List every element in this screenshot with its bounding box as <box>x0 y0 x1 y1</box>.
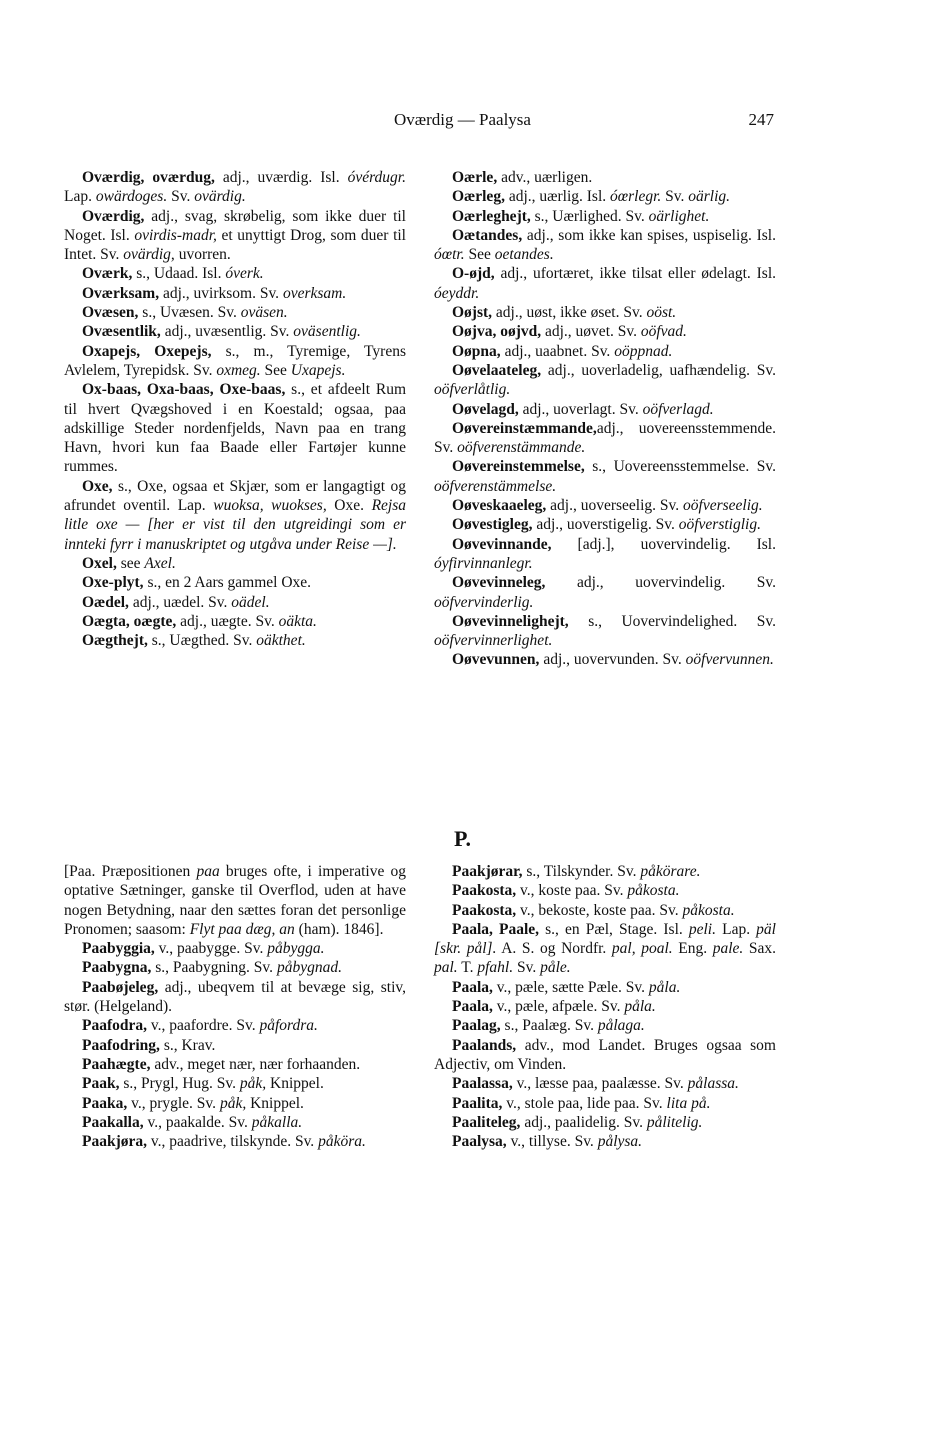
dictionary-entry <box>64 1074 406 1093</box>
headword: Oætandes, <box>452 226 523 244</box>
headword: Paalassa, <box>452 1075 513 1093</box>
dictionary-entry <box>64 631 406 650</box>
definition-text: Sv. <box>661 188 689 206</box>
definition-text: [adj.], uovervindelig. Isl. <box>551 535 776 553</box>
definition-text: See <box>464 246 495 264</box>
italic-term: pålassa. <box>687 1075 739 1093</box>
headword: Oærleg, <box>452 188 505 206</box>
italic-term: påla. <box>624 998 656 1016</box>
headword: Oøvevinnelighejt, <box>452 612 569 630</box>
italic-term: óœtr. <box>434 246 465 264</box>
dictionary-entry <box>434 342 776 361</box>
definition-text: s., Paabygning. Sv. <box>151 959 277 977</box>
italic-term: wuoksa, wuokses, <box>213 497 327 515</box>
definition-text: v., læsse paa, paalæsse. Sv. <box>512 1075 688 1093</box>
dictionary-entry <box>434 535 776 574</box>
dictionary-entry <box>64 322 406 341</box>
headword: Oøvelagd, <box>452 400 519 418</box>
definition-text: v., paakalde. Sv. <box>143 1113 252 1131</box>
definition-text: et unyttigt Drog, som duer til Intet. Sv. <box>64 226 406 264</box>
definition-text: Oxe. <box>326 497 372 515</box>
definition-text: T. <box>457 959 478 977</box>
italic-term: oöfverstiglig. <box>678 516 761 534</box>
italic-term: oöst. <box>646 304 677 322</box>
definition-text: v., koste paa. Sv. <box>516 882 628 900</box>
definition-text: adj., ufortæret, ikke tilsat eller ødelagt. Isl. <box>494 265 776 283</box>
italic-term: oädel. <box>231 593 270 611</box>
dictionary-entry <box>434 881 776 900</box>
italic-term: oäkta. <box>278 612 317 630</box>
definition-text: See <box>260 361 291 379</box>
headword: Paabøjeleg, <box>82 978 159 996</box>
definition-text: v., paafordre. Sv. <box>147 1017 260 1035</box>
headword: Oxe-plyt, <box>82 574 144 592</box>
headword: Ovæsen, <box>82 304 139 322</box>
definition-text: adj., uædel. Sv. <box>128 593 232 611</box>
headword: Ox-baas, Oxa-baas, Oxe-baas, <box>82 381 286 399</box>
definition-text: v., paadrive, tilskynde. Sv. <box>147 1133 319 1151</box>
italic-term: påkosta. <box>627 882 680 900</box>
headword: Paalysa, <box>452 1133 507 1151</box>
dictionary-entry <box>434 515 776 534</box>
headword: Paalands, <box>452 1036 517 1054</box>
dictionary-entry <box>434 457 776 496</box>
headword: Paalag, <box>452 1017 501 1035</box>
italic-term: pålysa. <box>597 1133 643 1151</box>
italic-term: oetandes. <box>494 246 554 264</box>
headword: Oøvevunnen, <box>452 651 540 669</box>
headword: Paabygna, <box>82 959 152 977</box>
italic-term: oöfverlagd. <box>642 400 714 418</box>
headword: Oværksam, <box>82 284 160 302</box>
dictionary-entry <box>434 862 776 881</box>
headword: Paakosta, <box>452 901 517 919</box>
dictionary-entry <box>434 997 776 1016</box>
headword: Paalita, <box>452 1094 503 1112</box>
dictionary-entry <box>434 496 776 515</box>
definition-text: adv., uærligen. <box>497 169 593 186</box>
italic-term: owärdoges. <box>95 188 168 206</box>
italic-term: oäkthet. <box>256 632 306 650</box>
italic-term: overksam. <box>282 284 347 302</box>
definition-text: s., Oxe, ogsaa et Skjær, som er langagtigt og afrundet oventil. Lap. <box>64 477 406 515</box>
dictionary-entry <box>434 419 776 458</box>
definition-text: adj., paalidelig. Sv. <box>520 1113 647 1131</box>
definition-text: s., Uægthed. Sv. <box>147 632 257 650</box>
italic-term: oöfverseelig. <box>683 497 763 515</box>
headword: Paabyggia, <box>82 940 155 958</box>
definition-text: s., Paalæg. Sv. <box>500 1017 598 1035</box>
dictionary-entry <box>434 612 776 651</box>
definition-text: adj., uoverladelig, uafhændelig. Sv. <box>541 361 776 379</box>
italic-term: Uxapejs. <box>290 361 346 379</box>
headword: Paakjørar, <box>452 863 523 880</box>
headword: Oøvelaateleg, <box>452 361 542 379</box>
headword: Oøvereinstæmmande, <box>452 419 597 437</box>
headword: Oærleghejt, <box>452 207 531 225</box>
page-header <box>0 110 925 134</box>
italic-term: päl [skr. pål]. <box>434 920 776 958</box>
dictionary-entry <box>64 593 406 612</box>
italic-term: óœrlegr. <box>610 188 662 206</box>
column-left-top <box>64 168 406 650</box>
italic-term: påkörare. <box>640 863 701 880</box>
italic-term: oöfvervinnerlighet. <box>434 632 553 650</box>
dictionary-entry <box>64 303 406 322</box>
definition-text: v., pæle, afpæle. Sv. <box>492 998 625 1016</box>
column-left-bottom <box>64 862 406 1151</box>
headword: Oværk, <box>82 265 133 283</box>
italic-term: óvérdugr. <box>347 169 406 186</box>
italic-term: oöfvervunnen. <box>685 651 774 669</box>
dictionary-entry <box>64 958 406 977</box>
italic-term: pålaga. <box>597 1017 645 1035</box>
italic-term: pal, poal. <box>611 940 673 958</box>
headword: Oøpna, <box>452 342 501 360</box>
dictionary-entry <box>64 1036 406 1055</box>
definition-text: adj., uovervindelig. Sv. <box>545 574 776 592</box>
headword: Paak, <box>82 1075 120 1093</box>
definition-text: Eng. <box>672 940 713 958</box>
headword: Oxel, <box>82 554 117 572</box>
headword: Paala, <box>452 998 493 1016</box>
dictionary-entry <box>64 1132 406 1151</box>
column-right-bottom <box>434 862 776 1151</box>
definition-text: adv., meget nær, nær forhaanden. <box>150 1055 361 1073</box>
definition-text: Sax. <box>743 940 776 958</box>
dictionary-entry <box>64 612 406 631</box>
italic-term: påkosta. <box>682 901 735 919</box>
italic-term: påla. <box>648 978 681 996</box>
section-letter: P. <box>454 826 471 851</box>
italic-term: oöfverlåtlig. <box>434 381 511 399</box>
definition-text: adj., uærlig. Isl. <box>504 188 611 206</box>
definition-text: s., Udaad. Isl. <box>132 265 226 283</box>
dictionary-entry <box>64 284 406 303</box>
headword: Oøjst, <box>452 304 493 322</box>
headword: Ovæsentlik, <box>82 323 161 341</box>
headword: Oædel, <box>82 593 129 611</box>
italic-term: påbygnad. <box>276 959 342 977</box>
dictionary-entry <box>64 862 406 939</box>
definition-text: s., Krav. <box>159 1036 216 1054</box>
page-number: 247 <box>748 110 774 129</box>
italic-term: óyfirvinnanlegr. <box>434 554 533 572</box>
definition-text: A. S. og Nordfr. <box>496 940 612 958</box>
dictionary-entry <box>434 168 776 187</box>
headword: Oværdig, oværdug, <box>82 169 215 186</box>
italic-term: oärlighet. <box>648 207 710 225</box>
dictionary-entry <box>64 1016 406 1035</box>
headword: Oærle, <box>452 169 498 186</box>
italic-term: påkalla. <box>251 1113 303 1131</box>
dictionary-entry <box>64 477 406 554</box>
definition-text: s., Tilskynder. Sv. <box>522 863 641 880</box>
italic-term: Flyt paa dæg, an <box>189 920 295 938</box>
dictionary-entry <box>434 978 776 997</box>
italic-term: ovärdig. <box>194 188 246 206</box>
headword: Paakjøra, <box>82 1133 148 1151</box>
dictionary-entry <box>434 901 776 920</box>
headword: Paaka, <box>82 1094 128 1112</box>
italic-term: Rejsa litle oxe — [her er vist til den utgreidingi som er innteki fyrr i manuskriptet og utgåva under Reise —]. <box>64 497 406 553</box>
dictionary-entry <box>64 939 406 958</box>
definition-text: adj., uvæsentlig. Sv. <box>160 323 294 341</box>
headword: Oxapejs, Oxepejs, <box>82 342 212 360</box>
headword: Oværdig, <box>82 207 145 225</box>
headword: Oægta, oægte, <box>82 612 177 630</box>
definition-text: v., prygle. Sv. <box>127 1094 220 1112</box>
headword: Paaliteleg, <box>452 1113 521 1131</box>
italic-term: pal. <box>434 959 458 977</box>
definition-text: bruges ofte, i imperative og optative Sætninger, ganske til Overflod, uden at have nogen Betydning, naar den sættes foran det personlige Pronomen; saasom: <box>64 863 406 938</box>
dictionary-entry <box>434 400 776 419</box>
definition-text: adj., uværdig. Isl. <box>214 169 348 186</box>
headword: Oøvevinnande, <box>452 535 552 553</box>
headword: Paala, <box>452 978 493 996</box>
italic-term: oärlig. <box>688 188 731 206</box>
dictionary-entry <box>64 1113 406 1132</box>
dictionary-entry <box>64 168 406 207</box>
dictionary-entry <box>434 187 776 206</box>
dictionary-entry <box>434 322 776 341</box>
dictionary-entry <box>434 920 776 978</box>
definition-text: s., Uovereensstemmelse. Sv. <box>584 458 776 476</box>
definition-text: Sv. <box>167 188 195 206</box>
definition-text: see <box>116 554 145 572</box>
definition-text: s., m., Tyremige, Tyrens Avlelem, Tyrepidsk. Sv. <box>64 342 406 379</box>
dictionary-entry <box>64 207 406 265</box>
definition-text: adj., uægte. Sv. <box>176 612 279 630</box>
definition-text: adj., uaabnet. Sv. <box>500 342 615 360</box>
dictionary-entry <box>434 264 776 303</box>
definition-text: adj., uovervunden. Sv. <box>539 651 686 669</box>
italic-term: påfordra. <box>259 1017 318 1035</box>
dictionary-entry <box>64 978 406 1017</box>
dictionary-entry <box>434 1016 776 1035</box>
dictionary-entry <box>434 1113 776 1132</box>
dictionary-entry <box>434 1036 776 1075</box>
dictionary-entry <box>64 1094 406 1113</box>
headword: Paafodring, <box>82 1036 160 1054</box>
definition-text: s., Uvæsen. Sv. <box>138 304 241 322</box>
italic-term: oöfvad. <box>640 323 687 341</box>
italic-term: påköra. <box>318 1133 366 1151</box>
italic-term: pålitelig. <box>646 1113 703 1131</box>
headword: Paakosta, <box>452 882 517 900</box>
dictionary-entry <box>434 1094 776 1113</box>
italic-term: Axel. <box>144 554 176 572</box>
italic-term: oväsentlig. <box>293 323 361 341</box>
dictionary-entry <box>64 380 406 476</box>
definition-text: adj., svag, skrøbelig, som ikke duer til Noget. Isl. <box>64 207 406 244</box>
definition-text: (ham). 1846]. <box>294 920 384 938</box>
italic-term: oxmeg. <box>216 361 261 379</box>
definition-text: adj., ubeqvem til at bevæge sig, stiv, stør. (Helgeland). <box>64 978 406 1016</box>
definition-text: adv., mod Landet. Bruges ogsaa som Adjectiv, om Vinden. <box>434 1036 776 1073</box>
definition-text: adj., uøvet. Sv. <box>541 323 641 341</box>
headword: Oxe, <box>82 477 113 495</box>
italic-term: lita på. <box>666 1094 711 1112</box>
definition-text: adj., uøst, ikke øset. Sv. <box>492 304 647 322</box>
headword: Oøveskaaeleg, <box>452 497 547 515</box>
headword: Paakalla, <box>82 1113 144 1131</box>
italic-term: paa <box>196 863 220 880</box>
italic-term: oöfvervinderlig. <box>434 593 534 611</box>
italic-term: påbygga. <box>267 940 325 958</box>
definition-text: v., pæle, sætte Pæle. Sv. <box>492 978 649 996</box>
italic-term: pfahl. <box>477 959 514 977</box>
headword: Oægthejt, <box>82 632 148 650</box>
italic-term: påle. <box>540 959 571 977</box>
definition-text: Knippel. <box>246 1094 304 1112</box>
definition-text: s., en 2 Aars gammel Oxe. <box>143 574 312 592</box>
headword: O-øjd, <box>452 265 495 283</box>
definition-text: v., stole paa, lide paa. Sv. <box>502 1094 667 1112</box>
definition-text: adj., uoverlagt. Sv. <box>518 400 643 418</box>
definition-text: [Paa. Præpositionen <box>64 863 197 880</box>
headword: Paafodra, <box>82 1017 148 1035</box>
dictionary-entry <box>64 1055 406 1074</box>
definition-text: v., paabygge. Sv. <box>154 940 268 958</box>
dictionary-entry <box>434 207 776 226</box>
italic-term: ovärdig, <box>123 246 175 264</box>
dictionary-entry <box>434 303 776 322</box>
italic-term: óverk. <box>225 265 264 283</box>
headword: Paala, Paale, <box>452 920 540 938</box>
definition-text: adj., uovereensstemmende. Sv. <box>434 419 776 457</box>
definition-text: s., et afdeelt Rum til hvert Qvægshoved i en Koestald; ogsaa, paa adskillige Steder nordenfjelds, Navn paa en trang Havn, hvori kun faa Baade eller Fartøjer kunne rummes. <box>64 381 407 476</box>
definition-text: Lap. <box>64 188 96 206</box>
headword: Paahægte, <box>82 1055 151 1073</box>
definition-text: v., bekoste, koste paa. Sv. <box>516 901 683 919</box>
italic-term: påk, <box>239 1075 267 1093</box>
italic-term: peli. <box>688 920 716 938</box>
definition-text: s., Uærlighed. Sv. <box>530 207 649 225</box>
headword: Oøvereinstemmelse, <box>452 458 585 476</box>
italic-term: oväsen. <box>240 304 288 322</box>
definition-text: Lap. <box>716 920 757 938</box>
italic-term: påk, <box>219 1094 247 1112</box>
headword: Oøvestigleg, <box>452 516 533 534</box>
italic-term: óeyddr. <box>434 284 480 302</box>
dictionary-entry <box>434 1074 776 1093</box>
column-right-top <box>434 168 776 670</box>
headword: Oøvevinneleg, <box>452 574 546 592</box>
dictionary-entry <box>64 573 406 592</box>
definition-text: adj., som ikke kan spises, uspiselig. Isl. <box>522 226 776 244</box>
italic-term: oöfverenstämmande. <box>457 439 586 457</box>
definition-text: adj., uoverstigelig. Sv. <box>532 516 679 534</box>
headword: Oøjva, oøjvd, <box>452 323 542 341</box>
italic-term: ovirdis-madr, <box>134 226 217 244</box>
definition-text: s., en Pæl, Stage. Isl. <box>539 920 689 938</box>
dictionary-entry <box>434 361 776 400</box>
dictionary-entry <box>434 573 776 612</box>
italic-term: pale. <box>712 940 744 958</box>
definition-text: Sv. <box>513 959 541 977</box>
definition-text: adj., uoverseelig. Sv. <box>546 497 684 515</box>
definition-text: v., tillyse. Sv. <box>506 1133 598 1151</box>
italic-term: oöfverenstämmelse. <box>434 477 557 495</box>
italic-term: oöppnad. <box>614 342 673 360</box>
definition-text: uvorren. <box>174 246 231 264</box>
dictionary-entry <box>434 1132 776 1151</box>
dictionary-entry <box>64 264 406 283</box>
definition-text: s., Prygl, Hug. Sv. <box>119 1075 240 1093</box>
dictionary-entry <box>434 226 776 265</box>
dictionary-entry <box>434 650 776 669</box>
definition-text: Knippel. <box>266 1075 324 1093</box>
definition-text: adj., uvirksom. Sv. <box>159 284 283 302</box>
dictionary-entry <box>64 554 406 573</box>
running-title: Oværdig — Paalysa <box>394 110 531 129</box>
dictionary-entry <box>64 342 406 381</box>
definition-text: s., Uovervindelighed. Sv. <box>568 612 776 630</box>
